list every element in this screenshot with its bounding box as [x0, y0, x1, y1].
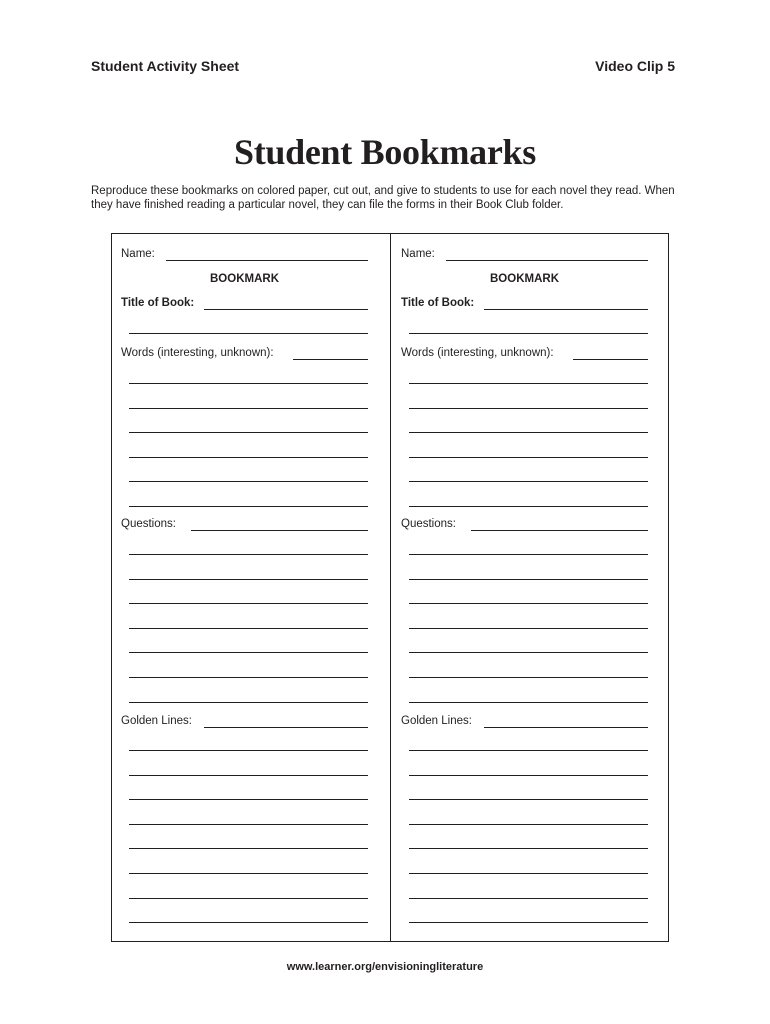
sheet-type-label: Student Activity Sheet	[91, 58, 240, 74]
right-golden-lines-label: Golden Lines:	[401, 715, 472, 727]
right-questions-line[interactable]	[409, 652, 648, 653]
right-questions-line[interactable]	[471, 530, 648, 531]
right-golden-line[interactable]	[409, 750, 648, 751]
right-questions-line[interactable]	[409, 579, 648, 580]
right-questions-line[interactable]	[409, 628, 648, 629]
right-words-line[interactable]	[409, 432, 648, 433]
right-name-label: Name:	[401, 248, 435, 260]
left-title-of-book-label: Title of Book:	[121, 297, 195, 309]
right-questions-line[interactable]	[409, 603, 648, 604]
right-golden-line[interactable]	[409, 873, 648, 874]
right-questions-line[interactable]	[409, 702, 648, 703]
right-title-line[interactable]	[484, 309, 648, 310]
right-questions-line[interactable]	[409, 677, 648, 678]
right-words-label: Words (interesting, unknown):	[401, 347, 554, 359]
left-bookmark-heading: BOOKMARK	[210, 273, 279, 285]
right-words-line[interactable]	[573, 359, 648, 360]
left-words-label: Words (interesting, unknown):	[121, 347, 274, 359]
right-questions-line[interactable]	[409, 554, 648, 555]
right-golden-line[interactable]	[409, 898, 648, 899]
right-words-line[interactable]	[409, 383, 648, 384]
right-words-line[interactable]	[409, 506, 648, 507]
right-words-line[interactable]	[409, 408, 648, 409]
left-golden-lines-label: Golden Lines:	[121, 715, 192, 727]
right-golden-line[interactable]	[409, 799, 648, 800]
right-golden-line[interactable]	[409, 848, 648, 849]
right-title-of-book-label: Title of Book:	[401, 297, 475, 309]
right-golden-line[interactable]	[484, 727, 648, 728]
right-questions-label: Questions:	[401, 518, 456, 530]
left-questions-label: Questions:	[121, 518, 176, 530]
right-bookmark-heading: BOOKMARK	[490, 273, 559, 285]
right-words-line[interactable]	[409, 481, 648, 482]
instructions-paragraph: Reproduce these bookmarks on colored paper, cut out, and give to students to use for each novel they read. When they have finished reading a particular novel, they can file the forms in their Book Club folder.	[91, 185, 675, 211]
right-name-line[interactable]	[446, 260, 648, 261]
right-golden-line[interactable]	[409, 824, 648, 825]
footer-url: www.learner.org/envisioningliterature	[286, 961, 484, 973]
right-golden-line[interactable]	[409, 922, 648, 923]
right-words-line[interactable]	[409, 457, 648, 458]
left-name-label: Name:	[121, 248, 155, 260]
page-title: Student Bookmarks	[234, 132, 536, 172]
video-clip-label: Video Clip 5	[595, 58, 675, 74]
right-golden-line[interactable]	[409, 775, 648, 776]
right-title-line-2[interactable]	[409, 333, 648, 334]
